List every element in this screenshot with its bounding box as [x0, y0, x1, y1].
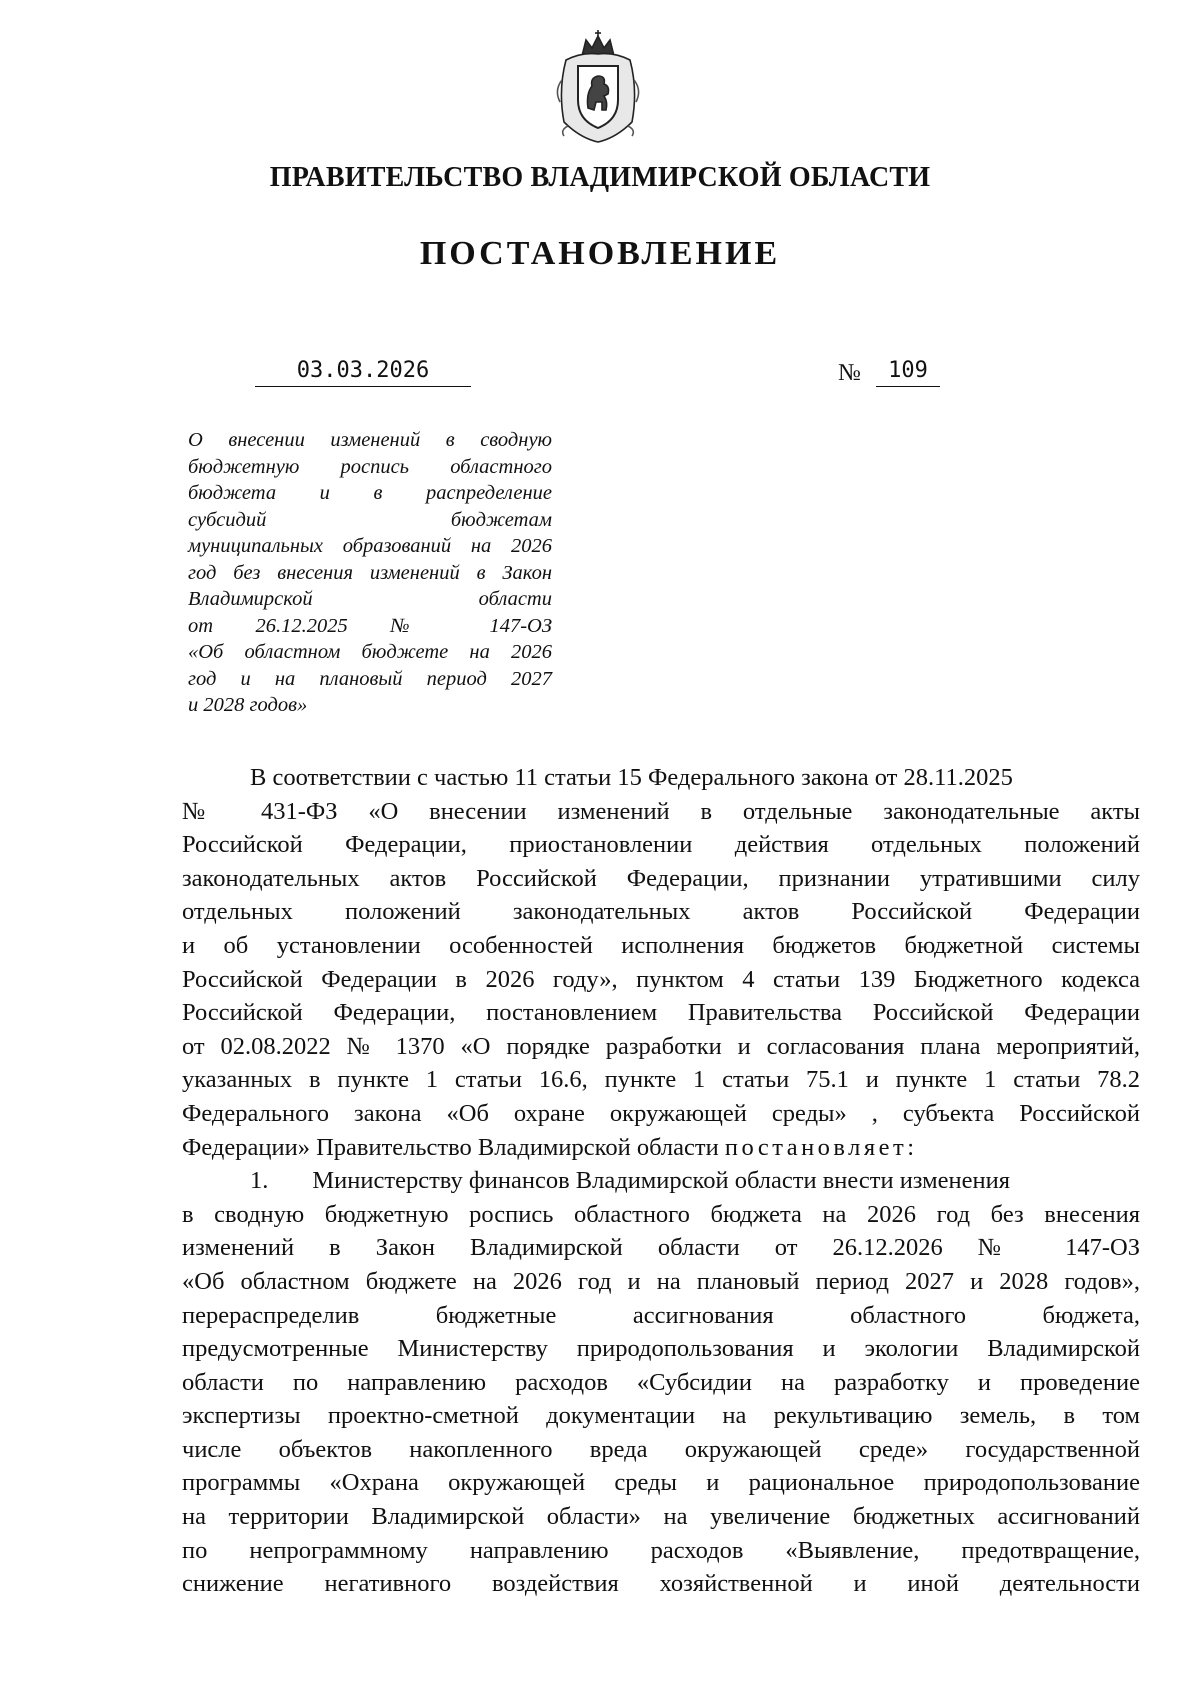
document-type-title: ПОСТАНОВЛЕНИЕ [419, 235, 781, 272]
subject-line: от 26.12.2025 № 147-ОЗ [188, 614, 552, 637]
body-line: законодательных актов Российской Федерации, признании утратившими силу [182, 864, 1140, 892]
body-line: перераспределив бюджетные ассигнования областного бюджета, [182, 1301, 1140, 1329]
body-line: Российской Федерации, приостановлении действия отдельных положений [182, 831, 1140, 859]
body-line: экспертизы проектно-сметной документации на рекультивацию земель, в том [182, 1402, 1140, 1430]
body-line: на территории Владимирской области» на увеличение бюджетных ассигнований [182, 1503, 1140, 1531]
organization-title: ПРАВИТЕЛЬСТВО ВЛАДИМИРСКОЙ ОБЛАСТИ [269, 162, 931, 193]
body-line: изменений в Закон Владимирской области от 26.12.2026 № 147-ОЗ [182, 1234, 1140, 1262]
document-subject [188, 427, 552, 719]
body-line: числе объектов накопленного вреда окружающей среде» государственной [182, 1435, 1140, 1463]
body-line: снижение негативного воздействия хозяйственной и иной деятельности [182, 1570, 1140, 1598]
paragraph-number: 1. [250, 1167, 269, 1195]
subject-line: субсидий бюджетам [188, 508, 552, 531]
subject-line: бюджета и в распределение [188, 482, 552, 504]
body-line: «Об областном бюджете на 2026 год и на плановый период 2027 и 2028 годов», [182, 1267, 1140, 1295]
document-number-label: № [838, 360, 861, 386]
coat-of-arms-icon [552, 30, 644, 145]
subject-line: О внесении изменений в сводную [188, 429, 552, 451]
body-line: Российской Федерации в 2026 году», пунктом 4 статьи 139 Бюджетного кодекса [182, 965, 1140, 993]
body-line [182, 1131, 1140, 1165]
resolves-word: постановляет: [724, 1133, 918, 1161]
body-line: в сводную бюджетную роспись областного бюджета на 2026 год без внесения [182, 1200, 1140, 1228]
document-date: 03.03.2026 [255, 356, 471, 387]
body-line: области по направлению расходов «Субсидии на разработку и проведение [182, 1368, 1140, 1396]
subject-line: год и на плановый период 2027 [188, 667, 552, 690]
body-line: № 431-ФЗ «О внесении изменений в отдельные законодательные акты [182, 797, 1140, 825]
body-line-text: Федерации» Правительство Владимирской области [182, 1133, 719, 1161]
body-line: Российской Федерации, постановлением Правительства Российской Федерации [182, 999, 1140, 1027]
document-body [182, 761, 1140, 1601]
subject-line: бюджетную роспись областного [188, 455, 552, 478]
document-number: 109 [876, 356, 940, 387]
subject-line: год без внесения изменений в Закон [188, 561, 552, 584]
body-line: программы «Охрана окружающей среды и рациональное природопользование [182, 1469, 1140, 1497]
subject-line: муниципальных образований на 2026 [188, 535, 552, 557]
body-line: по непрограммному направлению расходов «Выявление, предотвращение, [182, 1536, 1140, 1564]
paragraph-1-first-line [182, 1164, 1140, 1198]
body-line-text: Министерству финансов Владимирской области внести изменения [312, 1167, 1010, 1195]
subject-line: «Об областном бюджете на 2026 [188, 641, 552, 663]
body-line: от 02.08.2022 № 1370 «О порядке разработки и согласования плана мероприятий, [182, 1032, 1140, 1060]
body-line: В соответствии с частью 11 статьи 15 Федерального закона от 28.11.2025 [250, 764, 1013, 791]
body-line: отдельных положений законодательных актов Российской Федерации [182, 898, 1140, 926]
subject-line: и 2028 годов» [188, 694, 308, 716]
body-line: указанных в пункте 1 статьи 16.6, пункте 1 статьи 75.1 и пункте 1 статьи 78.2 [182, 1066, 1140, 1094]
body-line: Федерального закона «Об охране окружающей среды» , субъекта Российской [182, 1099, 1140, 1127]
body-line: предусмотренные Министерству природопользования и экологии Владимирской [182, 1335, 1140, 1363]
subject-line: Владимирской области [188, 588, 552, 610]
body-line: и об установлении особенностей исполнения бюджетов бюджетной системы [182, 931, 1140, 959]
